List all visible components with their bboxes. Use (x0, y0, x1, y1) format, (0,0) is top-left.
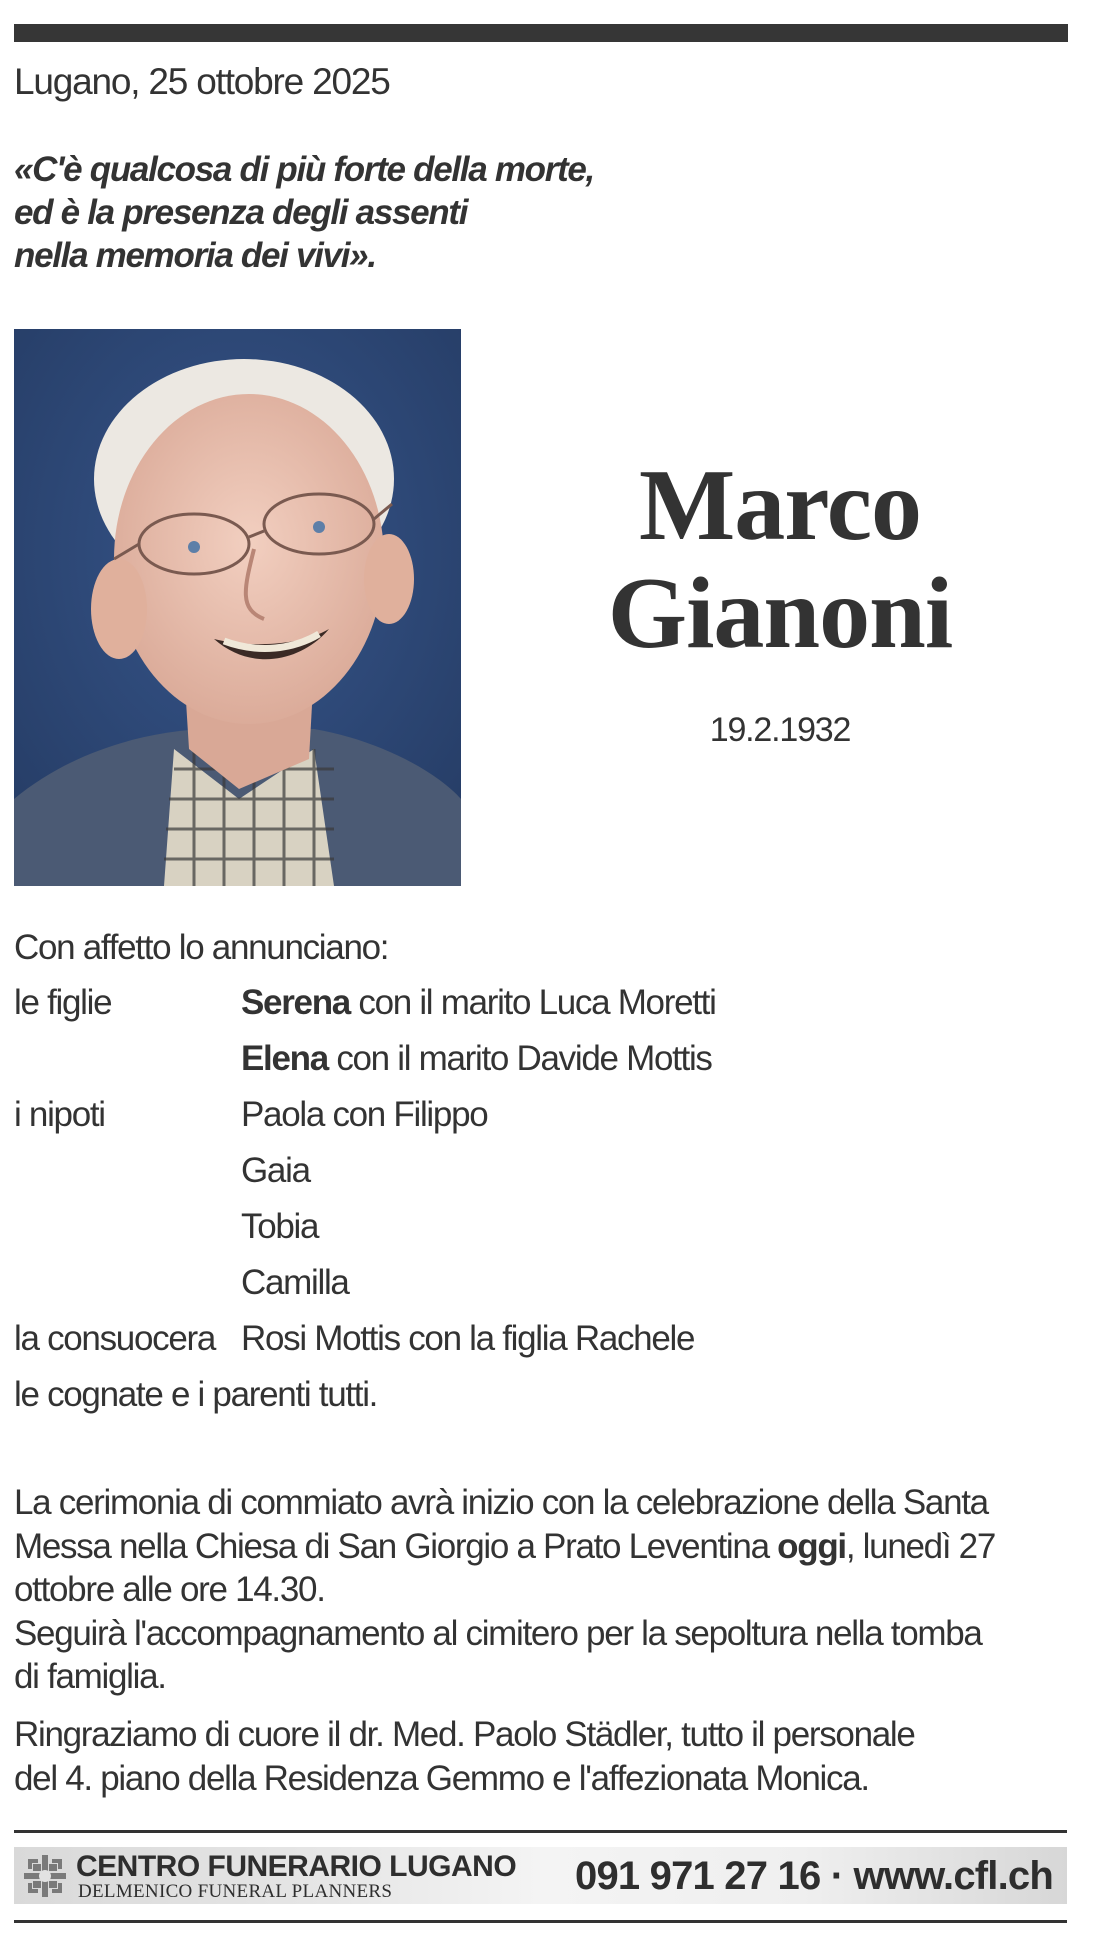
relative-detail: con il marito Luca Moretti (349, 983, 716, 1022)
top-rule (14, 24, 1068, 42)
relative-name (241, 1205, 318, 1249)
relative-detail: Tobia (241, 1207, 319, 1246)
relative-detail: Paola con Filippo (241, 1095, 488, 1134)
relation-label: i nipoti (14, 1095, 105, 1134)
contact-info: 091 971 27 16 · www.cfl.ch (575, 1854, 1053, 1898)
last-name: Gianoni (607, 557, 953, 670)
relative-name (241, 1261, 349, 1305)
first-name: Marco (639, 449, 921, 562)
footer-rule-bottom (14, 1920, 1067, 1923)
relative-detail: Camilla (241, 1263, 349, 1302)
brand-subtitle: DELMENICO FUNERAL PLANNERS (78, 1881, 393, 1902)
deceased-name (500, 449, 1060, 670)
footer-rule-top (14, 1830, 1067, 1833)
ceremony-paragraph (14, 1481, 1074, 1699)
relative-name (241, 1093, 487, 1137)
relative-name (241, 1149, 310, 1193)
paragraph-text: , lunedì 27 (845, 1526, 995, 1566)
thanks-paragraph (14, 1713, 1074, 1800)
cfl-logo-icon (24, 1855, 66, 1897)
brand-name: CENTRO FUNERARIO LUGANO (76, 1850, 517, 1883)
relative-detail: Rosi Mottis con la figlia Rachele (241, 1319, 695, 1358)
relative-name (241, 981, 716, 1025)
relation-label: la consuocera (14, 1319, 216, 1358)
relative-name-bold: Elena (241, 1039, 328, 1078)
closing-line: le cognate e i parenti tutti. (14, 1375, 378, 1414)
paragraph-bold-text: oggi (777, 1526, 846, 1566)
quote-line: «C'è qualcosa di più forte della morte, (14, 150, 594, 189)
paragraph-text: Messa nella Chiesa di San Giorgio a Prato Leventina (14, 1526, 778, 1566)
paragraph-line (14, 1525, 1074, 1569)
portrait-image-icon (14, 329, 461, 886)
relative-name-bold: Serena (241, 983, 350, 1022)
quote-line: nella memoria dei vivi». (14, 236, 376, 275)
relation-label: le figlie (14, 983, 112, 1022)
relative-name (241, 1037, 712, 1081)
funeral-home-banner (14, 1847, 1067, 1904)
place-date: Lugano, 25 ottobre 2025 (14, 61, 390, 102)
relative-name (241, 1317, 694, 1361)
announcement-intro: Con affetto lo annunciano: (14, 928, 389, 967)
portrait-photo (14, 329, 461, 886)
quote-line: ed è la presenza degli assenti (14, 193, 468, 232)
relative-detail: con il marito Davide Mottis (327, 1039, 712, 1078)
paragraph-line: La cerimonia di commiato avrà inizio con la celebrazione della Santa (14, 1483, 988, 1522)
birth-date: 19.2.1932 (709, 711, 851, 749)
paragraph-line: Ringraziamo di cuore il dr. Med. Paolo Städler, tutto il personale (14, 1715, 915, 1754)
paragraph-line: ottobre alle ore 14.30. (14, 1570, 325, 1609)
paragraph-line: del 4. piano della Residenza Gemmo e l'affezionata Monica. (14, 1758, 869, 1798)
epigraph-quote (14, 148, 594, 277)
relative-detail: Gaia (241, 1151, 310, 1190)
paragraph-line: Seguirà l'accompagnamento al cimitero per la sepoltura nella tomba (14, 1613, 982, 1653)
paragraph-line: di famiglia. (14, 1657, 166, 1696)
